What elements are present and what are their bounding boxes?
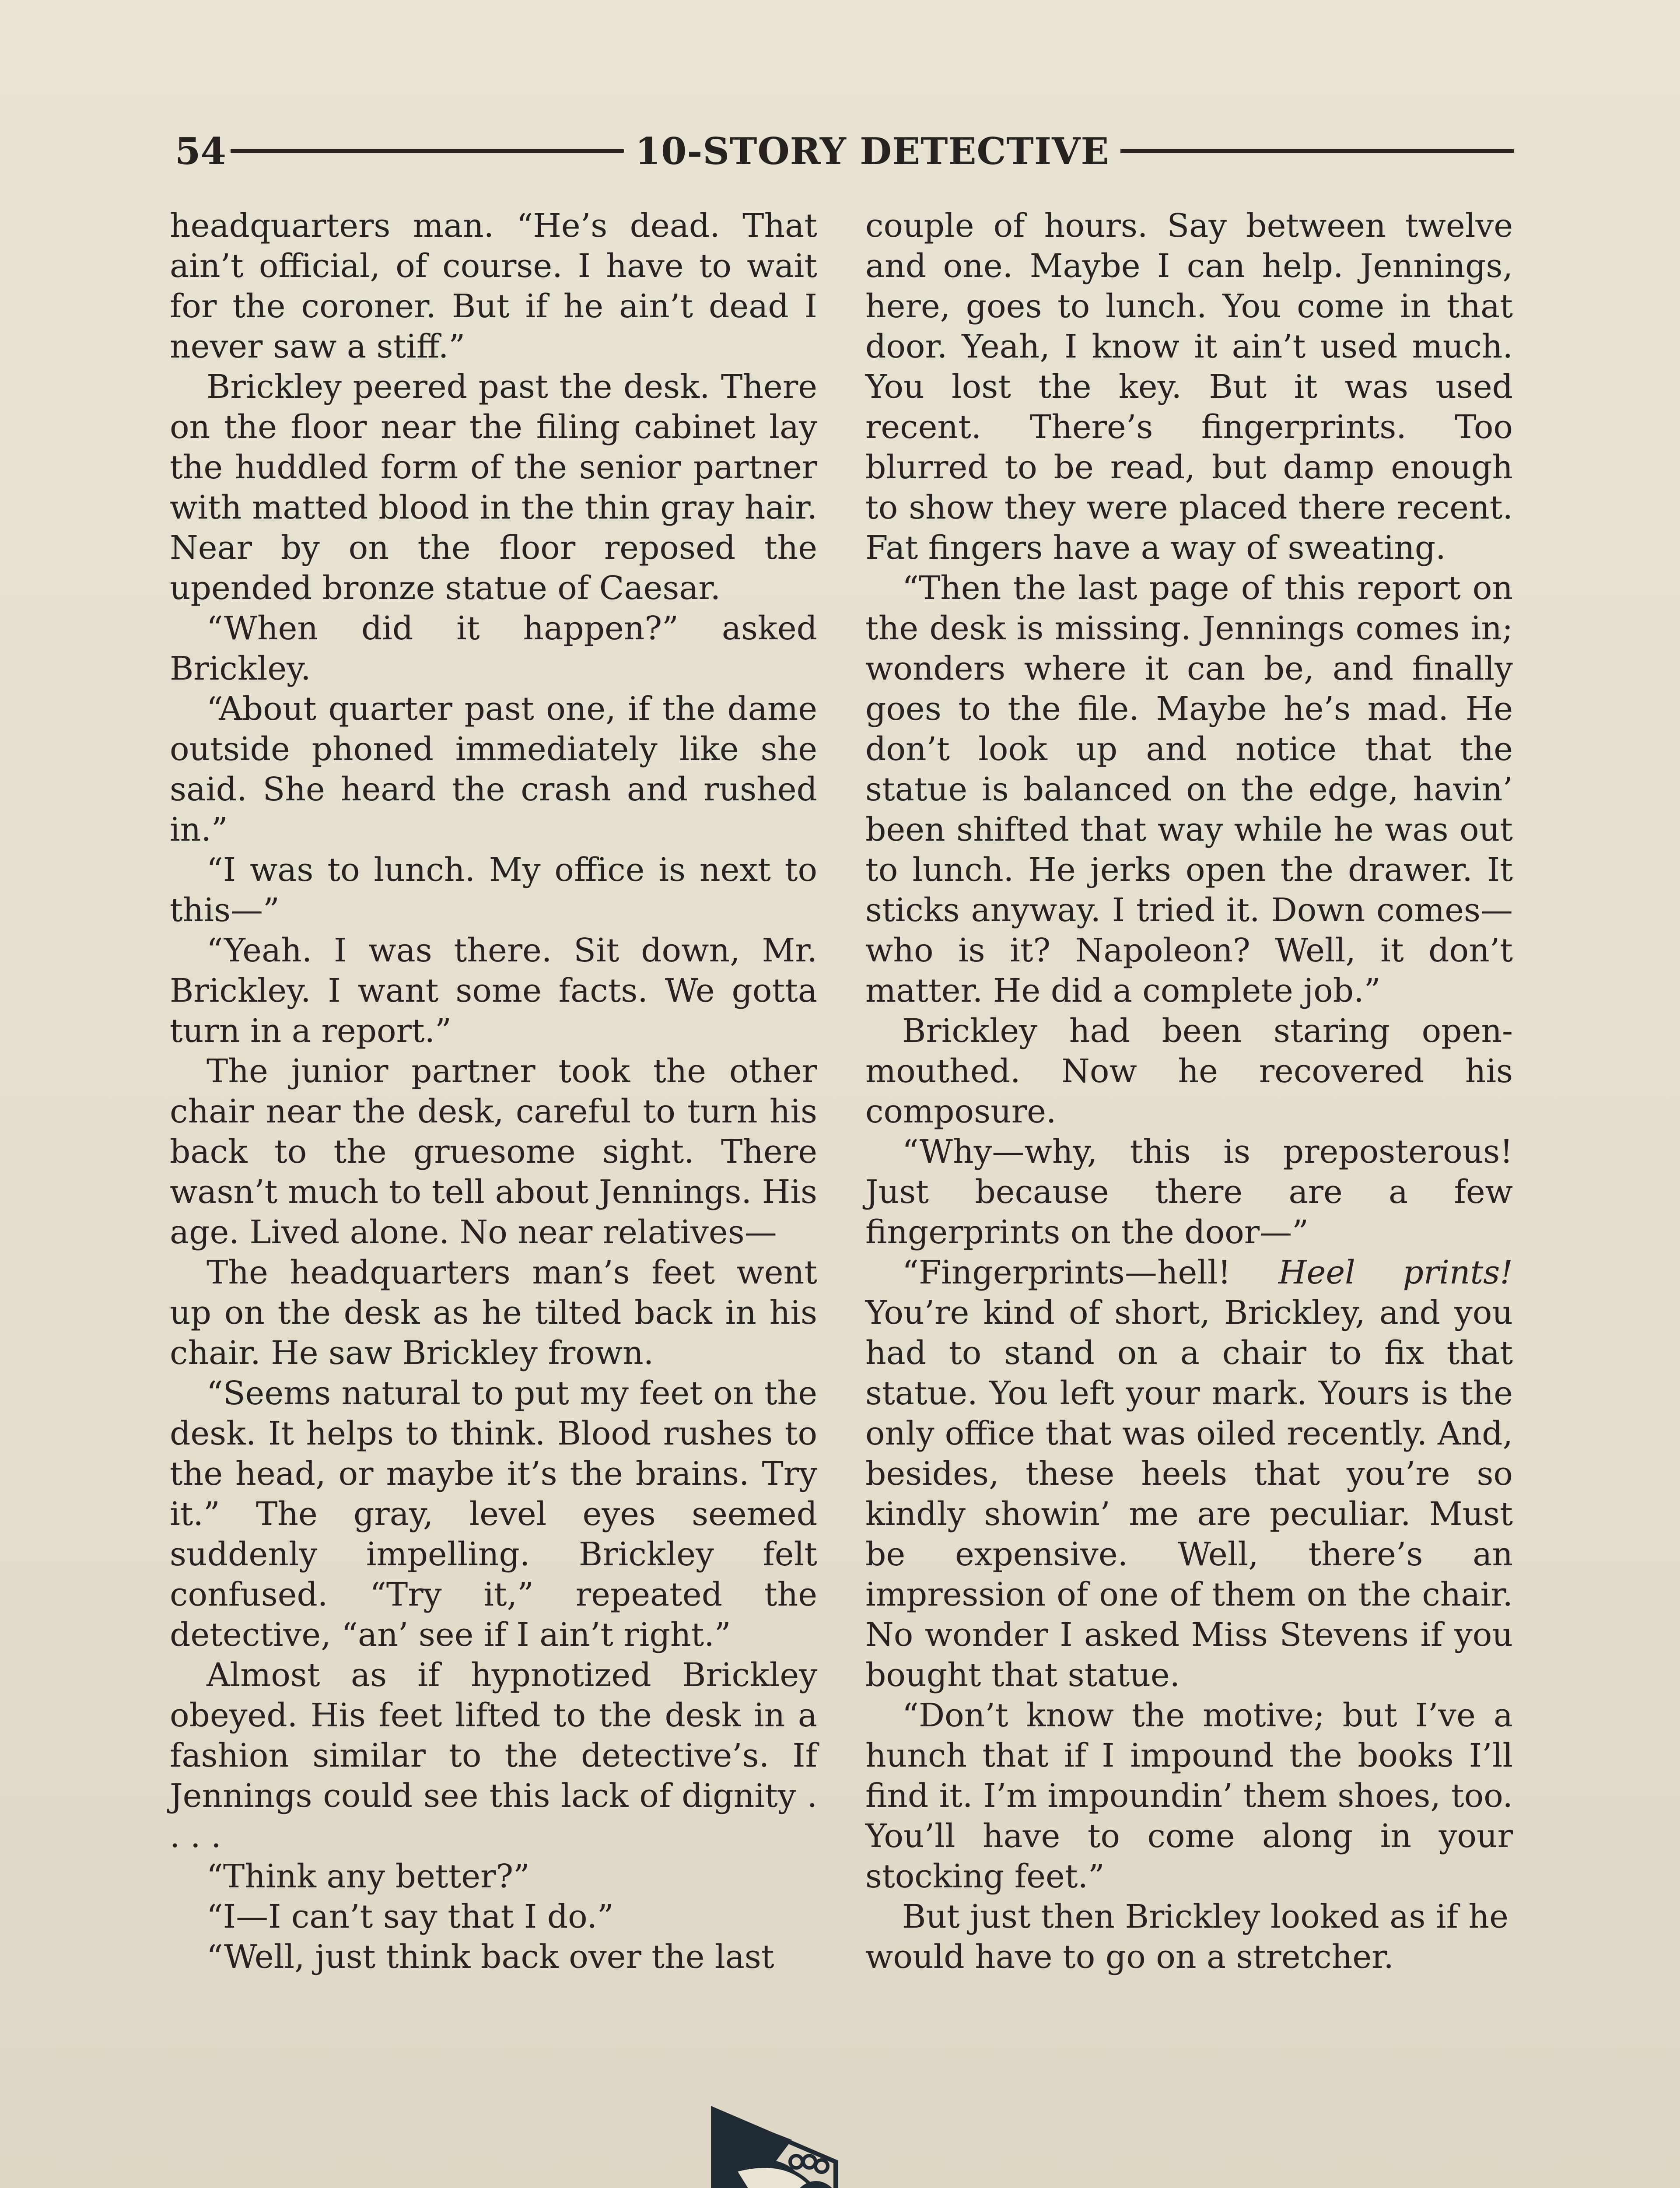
paragraph: headquarters man. “He’s dead. That ain’t official, of course. I have to wait for the coroner. But if he ain’t dead I never saw a stiff.” — [170, 207, 817, 365]
paragraph: “Don’t know the motive; but I’ve a hunch that if I impound the books I’ll find it. I’m impoundin’ them shoes, too. You’ll have to come along in your stocking feet.” — [865, 1697, 1513, 1895]
paragraph: The junior partner took the other chair near the desk, careful to turn his back to the gruesome sight. There wasn’t much to tell about Jennings. His age. Lived alone. No near relatives— — [170, 1052, 817, 1251]
paragraph: “About quarter past one, if the dame outside phoned immediately like she said. She heard the crash and rushed in.” — [170, 690, 817, 849]
paragraph: couple of hours. Say between twelve and one. Maybe I can help. Jennings, here, goes to lunch. You come in that door. Yeah, I know it ain’t used much. You lost the key. But it was used recent. There’s fingerprints. Too blurred to be read, but damp enough to show they were placed there recent. Fat fingers have a way of sweating. — [865, 207, 1513, 567]
handcuffed-hands-icon — [704, 2096, 844, 2188]
paragraph-text: You’re kind of short, Brickley, and you had to stand on a chair to fix that statue. You left your mark. Yours is the only office that was oiled recently. And, besides, these heels that you’re so kindly showin’ me are peculiar. Must be expensive. Well, there’s an impression of one of them on the chair. No wonder I asked Miss Stevens if you bought that statue. — [865, 1294, 1513, 1694]
paragraph: Brickley had been staring open-mouthed. Now he recovered his composure. — [865, 1012, 1513, 1130]
paragraph: “Seems natural to put my feet on the desk. It helps to think. Blood rushes to the head, or maybe it’s the brains. Try it.” The gray, level eyes seemed suddenly impelling. Brickley felt confused. “Try it,” repeated the detective, “an’ see if I ain’t right.” — [170, 1375, 817, 1654]
paragraph: Brickley peered past the desk. There on the floor near the filing cabinet lay the huddled form of the senior partner with matted blood in the thin gray hair. Near by on the floor reposed the upended bronze statue of Caesar. — [170, 368, 817, 607]
left-column — [170, 206, 817, 1977]
header-rule-left — [231, 149, 624, 153]
paragraph: The headquarters man’s feet went up on the desk as he tilted back in his chair. He saw Brickley frown. — [170, 1254, 817, 1372]
page-number: 54 — [175, 129, 226, 173]
paragraph — [865, 1252, 1513, 1695]
paragraph: “Think any better?” — [206, 1858, 530, 1895]
paragraph: “I—I can’t say that I do.” — [206, 1898, 614, 1936]
paragraph: “Well, just think back over the last — [206, 1938, 774, 1976]
paragraph: “Then the last page of this report on the desk is missing. Jennings comes in; wonders where it can be, and finally goes to the file. Maybe he’s mad. He don’t look up and notice that the statue is balanced on the edge, havin’ been shifted that way while he was out to lunch. He jerks open the drawer. It sticks anyway. I tried it. Down comes—who is it? Napoleon? Well, it don’t matter. He did a complete job.” — [865, 569, 1513, 1010]
magazine-title: 10-STORY DETECTIVE — [635, 129, 1110, 173]
running-header — [175, 127, 1514, 175]
paragraph: Almost as if hypnotized Brickley obeyed. His feet lifted to the desk in a fashion similar to the detective’s. If Jennings could see this lack of dignity . . . . — [170, 1656, 817, 1855]
paragraph-text: “Fingerprints—hell! — [902, 1254, 1279, 1291]
paragraph: “Yeah. I was there. Sit down, Mr. Brickley. I want some facts. We gotta turn in a report.” — [170, 932, 817, 1050]
right-column — [865, 206, 1513, 1977]
final-paragraph: But just then Brickley looked as if he would have to go on a stretcher. — [865, 1898, 1508, 1976]
header-rule-right — [1120, 149, 1514, 153]
paragraph: “Why—why, this is preposterous! Just because there are a few fingerprints on the door—” — [865, 1133, 1513, 1251]
emphasis-text: Heel prints! — [1278, 1254, 1513, 1291]
paragraph: “When did it happen?” asked Brickley. — [170, 610, 817, 687]
paragraph: “I was to lunch. My office is next to this—” — [170, 851, 817, 929]
